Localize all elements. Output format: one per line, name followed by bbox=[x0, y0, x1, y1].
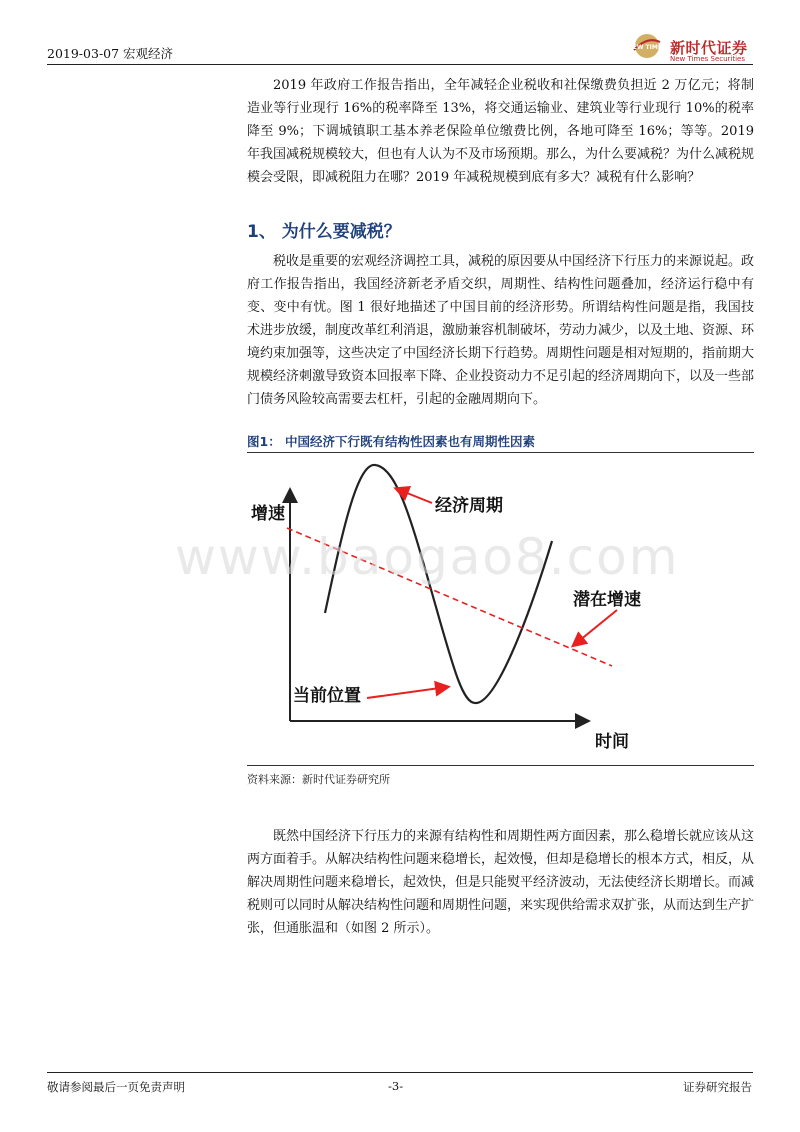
y-axis-label: 增速 bbox=[251, 504, 285, 524]
potential-arrow bbox=[574, 610, 617, 645]
x-axis-label: 时间 bbox=[595, 732, 629, 752]
figure-bottom-rule bbox=[247, 765, 754, 766]
figure-source: 资料来源：新时代证券研究所 bbox=[247, 773, 390, 786]
header-date-section: 2019-03-07 宏观经济 bbox=[47, 46, 174, 61]
logo-mark-icon bbox=[627, 32, 667, 60]
footer-disclaimer: 敬请参阅最后一页免责声明 bbox=[47, 1080, 185, 1094]
economic-cycle-diagram bbox=[247, 453, 754, 763]
figure-caption: 图1： 中国经济下行既有结构性因素也有周期性因素 bbox=[247, 434, 536, 449]
footer-report-type: 证券研究报告 bbox=[683, 1080, 752, 1094]
page-number: -3- bbox=[388, 1079, 404, 1093]
brand-logo bbox=[627, 32, 755, 63]
logo-subtitle: New Times Securities bbox=[670, 55, 745, 63]
header-divider bbox=[47, 64, 753, 65]
paragraph-reasons: 税收是重要的宏观经济调控工具，减税的原因要从中国经济下行压力的来源说起。政府工作报告指出，我国经济新老矛盾交织，周期性、结构性问题叠加，经济运行稳中有变、变中有忧。图 1 很好地描述了中国目前的经济形势。所谓结构性问题是指，我国技术进步放缓，制度改革红利消退，激励兼容机制破坏，劳动力减少，以及土地、资源、环境约束加强等，这些决定了中国经济长期下行趋势。周期性问题是相对短期的，指前期大规模经济刺激导致资本回报率下降、企业投资动力不足引起的经济周期向下，以及一些部门债务风险较高需要去杠杆，引起的金融周期向下。 bbox=[247, 254, 755, 407]
section-heading: 1、 为什么要减税？ bbox=[247, 222, 401, 242]
cycle-label: 经济周期 bbox=[435, 496, 503, 516]
potential-growth-label: 潜在增速 bbox=[573, 590, 641, 610]
paragraph-intro: 2019 年政府工作报告指出，全年减轻企业税收和社保缴费负担近 2 万亿元；将制造业等行业现行 16%的税率降至 13%，将交通运输业、建筑业等行业现行 10%的税率降至 9%；下调城镇职工基本养老保险单位缴费比例，各地可降至 16%；等等。2019 年我国减税规模较大，但也有人认为不及市场预期。那么，为什么要减税？为什么减税规模会受限，即减税阻力在哪？2019 年减税规模到底有多大？减税有什么影响？ bbox=[247, 78, 755, 185]
logo-name: 新时代证券 bbox=[670, 39, 748, 57]
svg-text:NEW TIMES: NEW TIMES bbox=[627, 44, 667, 51]
current-arrow bbox=[367, 687, 447, 698]
paragraph-policy: 既然中国经济下行压力的来源有结构性和周期性两方面因素，那么稳增长就应该从这两方面着手。从解决结构性问题来稳增长，起效慢，但却是稳增长的根本方式，相反，从解决周期性问题来稳增长，起效快，但是只能熨平经济波动，无法使经济长期增长。而减税则可以同时从解决结构性问题和周期性问题，来实现供给需求双扩张，从而达到生产扩张，但通胀温和（如图 2 所示）。 bbox=[247, 829, 755, 936]
footer-divider bbox=[47, 1072, 753, 1073]
watermark: www.baogao8.com bbox=[175, 528, 680, 586]
current-position-label: 当前位置 bbox=[293, 686, 361, 706]
